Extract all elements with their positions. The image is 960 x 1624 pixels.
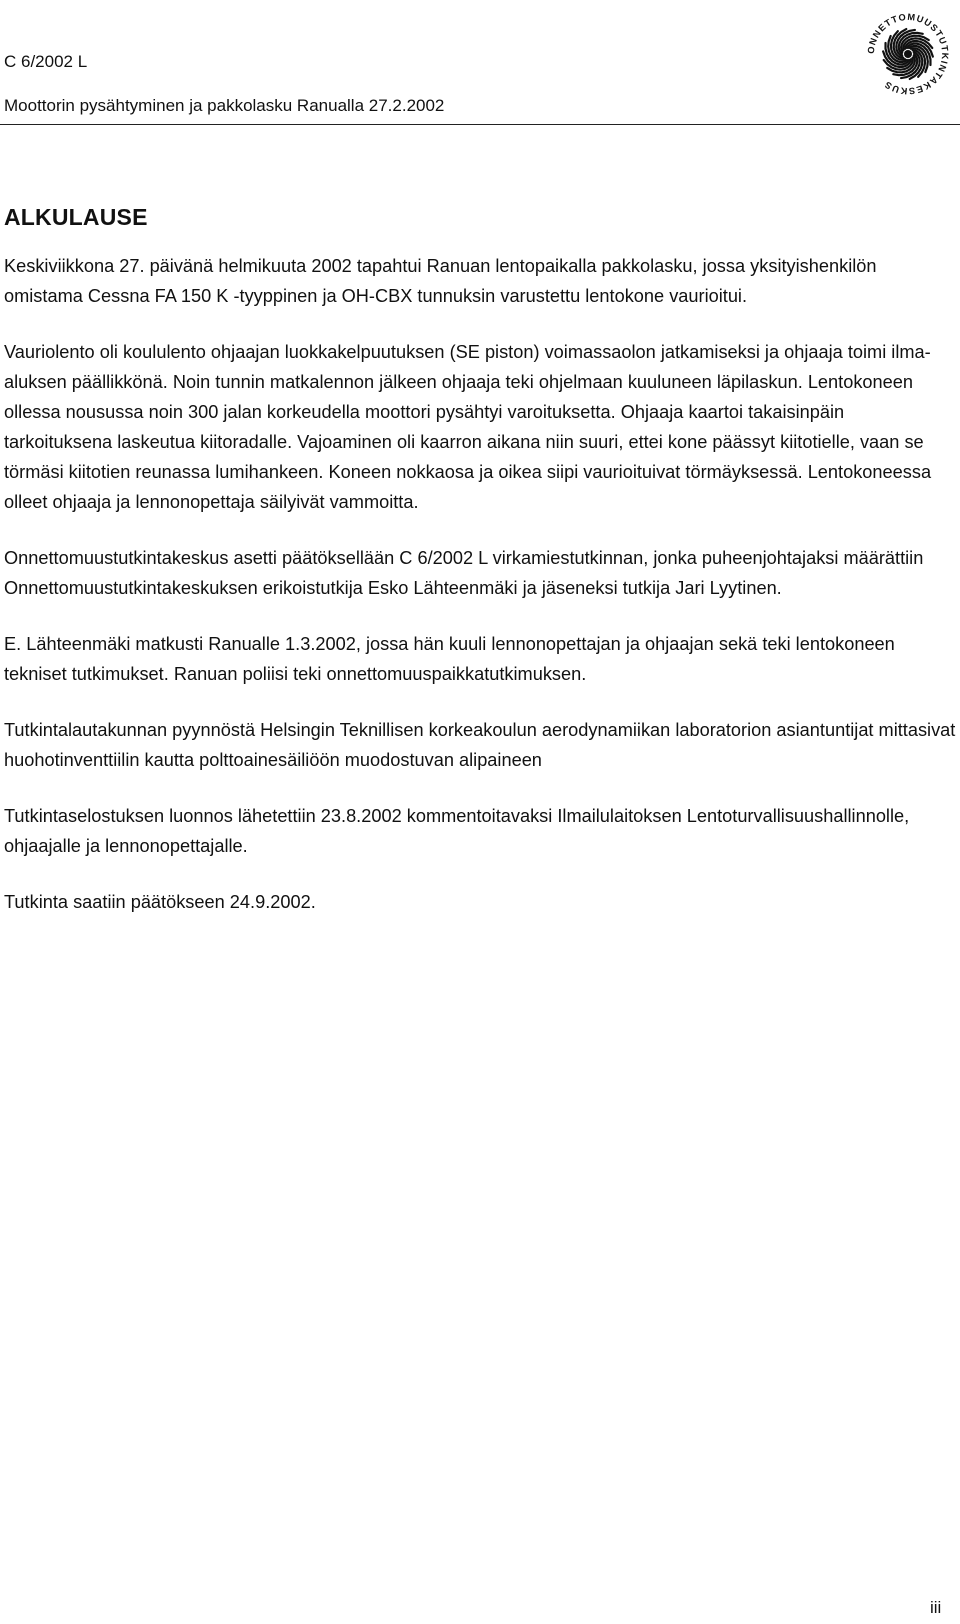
paragraph-2: Vauriolento oli koululento ohjaajan luokkakelpuutuksen (SE piston) voimassaolon jatkamiseksi ja ohjaaja toimi ilma-aluksen päällikkönä. Noin tunnin matkalennon jälkeen ohjaaja teki ohjelmaan kuuluneen läpilaskun. Lentokoneen ollessa nousussa noin 300 jalan korkeudella moottori pysähtyi varoituksetta. Ohjaaja kaartoi takaisinpäin tarkoituksena laskeutua kiitoradalle. Vajoaminen oli kaarron aikana niin suuri, ettei kone päässyt kiitotielle, vaan se törmäsi kiitotien reunassa lumihankeen. Koneen nokkaosa ja oikea siipi vaurioituivat törmäyksessä. Lentokoneessa olleet ohjaaja ja lennonopettaja säilyivät vammoitta. — [4, 342, 932, 512]
page-header — [0, 0, 960, 126]
paragraph-1: Keskiviikkona 27. päivänä helmikuuta 2002 tapahtui Ranuan lentopaikalla pakkolasku, jossa yksityishenkilön omistama Cessna FA 150 K -tyyppinen ja OH-CBX tunnuksin varustettu lentokone vaurioitui. — [4, 256, 877, 306]
organization-logo — [856, 2, 960, 106]
page-number: iii — [930, 1598, 942, 1617]
document-id: C 6/2002 L — [4, 52, 88, 71]
swirl-emblem-icon — [883, 29, 933, 79]
swirl-center — [904, 50, 912, 58]
paragraph-3: Onnettomuustutkintakeskus asetti päätöksellään C 6/2002 L virkamiestutkinnan, jonka puheenjohtajaksi määrättiin Onnettomuustutkintakeskuksen erikoistutkija Esko Lähteenmäki ja jäseneksi tutkija Jari Lyytinen. — [4, 548, 924, 598]
paragraph-7: Tutkinta saatiin päätökseen 24.9.2002. — [4, 892, 316, 912]
main-content — [4, 204, 956, 943]
document-subtitle: Moottorin pysähtyminen ja pakkolasku Ranualla 27.2.2002 — [4, 96, 445, 115]
logo-ring-text: ONNETTOMUUSTUTKINTAKESKUS — [865, 11, 951, 97]
paragraph-6: Tutkintaselostuksen luonnos lähetettiin 23.8.2002 kommentoitavaksi Ilmailulaitoksen Lentoturvallisuushallinnolle, ohjaajalle ja lennonopettajalle. — [4, 806, 910, 856]
paragraph-4: E. Lähteenmäki matkusti Ranualle 1.3.2002, jossa hän kuuli lennonopettajan ja ohjaajan sekä teki lentokoneen tekniset tutkimukset. Ranuan poliisi teki onnettomuuspaikkatutkimuksen. — [4, 634, 895, 684]
header-divider — [0, 124, 960, 125]
paragraph-5: Tutkintalautakunnan pyynnöstä Helsingin Teknillisen korkeakoulun aerodynamiikan laboratorion asiantuntijat mittasivat huohotinventtiilin kautta polttoainesäiliöön muodostuvan alipaineen — [4, 720, 956, 770]
section-heading: ALKULAUSE — [4, 204, 148, 230]
